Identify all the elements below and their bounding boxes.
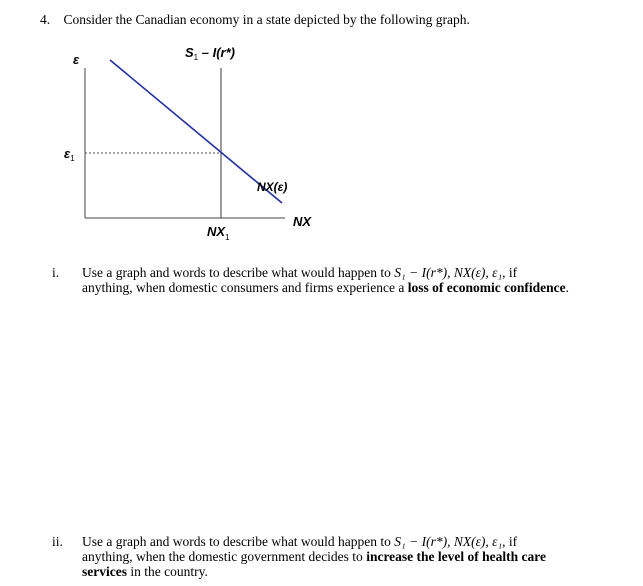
- nx1-subscript: 1: [225, 233, 230, 242]
- exchange-rate-graph: [0, 0, 643, 260]
- nx-curve-label: NX(ε): [257, 180, 288, 194]
- nx-axis-label: NX: [293, 214, 312, 229]
- part-i-line1: Use a graph and words to describe what would happen to S₁ − I(r*), NX(ε), ε₁, if: [82, 265, 518, 280]
- epsilon-axis-label: ε: [73, 52, 80, 67]
- part-ii-line2: anything, when the domestic government decides to increase the level of health care: [82, 549, 547, 564]
- part-i-line2: anything, when domestic consumers and firms experience a loss of economic confidence.: [82, 280, 570, 295]
- nx1-label: $NX_1$: [207, 224, 230, 242]
- supply-label: $S_1 - I(r*)$: [185, 45, 235, 62]
- part-ii-math: S₁ − I(r*), NX(ε), ε₁: [394, 534, 503, 549]
- part-i-emphasis: loss of economic confidence: [407, 280, 566, 295]
- part-ii-line3: services in the country.: [82, 564, 208, 579]
- epsilon1-subscript: 1: [70, 154, 75, 163]
- part-i-marker: i.: [52, 265, 60, 280]
- part-ii-marker: ii.: [52, 534, 63, 549]
- part-i-math: S₁ − I(r*), NX(ε), ε₁: [394, 265, 503, 280]
- epsilon1-label: $\varepsilon_1$: [64, 146, 75, 163]
- part-ii-text: [82, 534, 602, 579]
- supply-subscript: 1: [193, 53, 199, 62]
- part-ii-emphasis-1: increase the level of health care: [366, 549, 547, 564]
- part-ii-emphasis-2: services: [82, 564, 127, 579]
- question-number: 4.: [40, 12, 51, 27]
- part-ii-line1: Use a graph and words to describe what would happen to S₁ − I(r*), NX(ε), ε₁, if: [82, 534, 518, 549]
- question-text: Consider the Canadian economy in a state depicted by the following graph.: [63, 12, 470, 27]
- part-i-text: [82, 265, 602, 295]
